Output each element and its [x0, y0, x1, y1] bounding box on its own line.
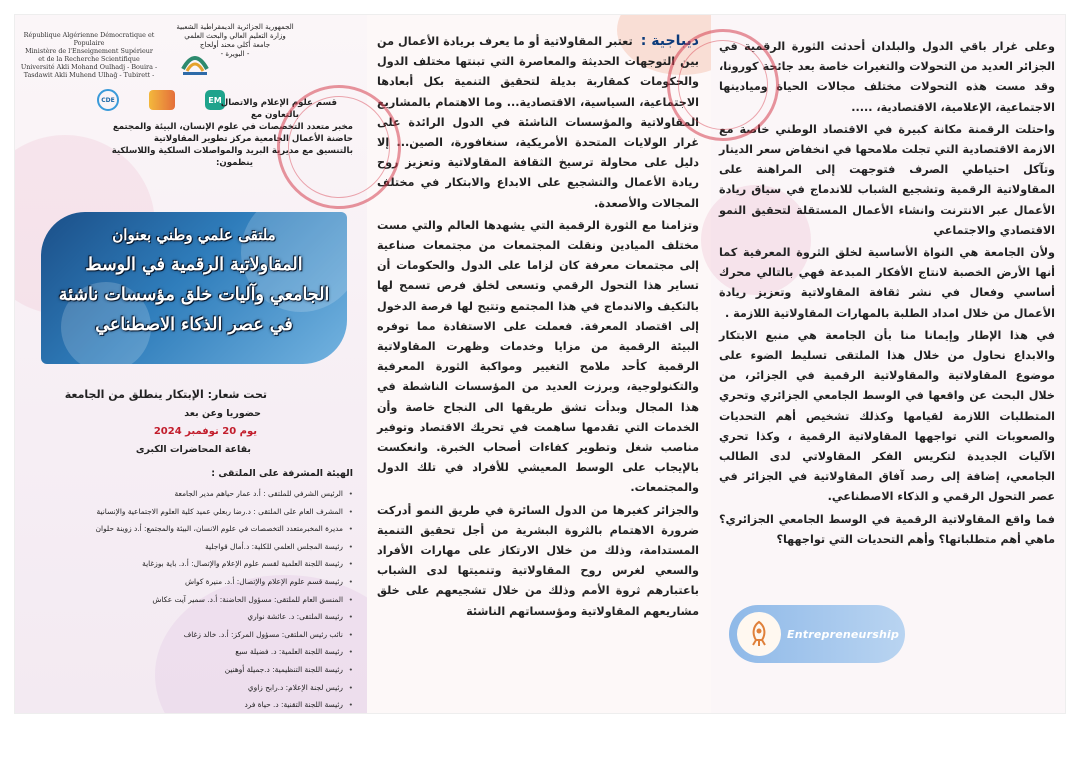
header-ar-line: - البويرة - — [220, 50, 250, 58]
header-french — [19, 31, 159, 79]
committee-member: • المنسق العام للملتقى: مسؤول الحاضنة: أ.د. سمير آيت عكاش — [33, 591, 353, 609]
committee-member: • رئيسة اللجنة العلمية: د. فضيلة سبع — [33, 643, 353, 661]
organizer-line: حاضنة الأعمال الجامعية مركز تطوير المقاولاتية — [153, 134, 353, 144]
header-fr-line: et de la Recherche Scientifique — [38, 55, 140, 63]
rocket-icon — [737, 612, 781, 656]
header-arabic — [159, 23, 311, 59]
organizer-line: مخبر متعدد التخصصات في علوم الإنسان، البيئة والمجتمع — [112, 122, 353, 132]
committee-member: • رئيسة اللجنة التنظيمية: د.جميلة أوهنين — [33, 661, 353, 679]
header-ar-line: وزارة التعليم العالي والبحث العلمي — [184, 32, 286, 40]
committee-member: • الرئيس الشرفي للملتقى : أ.د عمار حياهم مدير الجامعة — [33, 485, 353, 503]
committee-member: • مديرة المخبرمتعدد التخصصات في علوم الانسان، البيئة والمجتمع: أ.د زوينة حلوان — [33, 520, 353, 538]
header-fr-line: Université Akli Mohand Oulhadj - Bouira - — [20, 63, 158, 71]
brochure-sheet — [14, 14, 1066, 714]
cde-logo: CDE — [97, 89, 119, 111]
header-fr-line: Tasdawit Akli Muhend Ulhağ - Tubirett - — [23, 71, 155, 79]
event-mode: حضوريا وعن بعد — [184, 408, 261, 419]
committee-member: • رئيسة المجلس العلمي للكلية: د.أمال قواجلية — [33, 538, 353, 556]
organizer-line: بالتنسيق مع مديرية البريد والمواصلات السلكية واللاسلكية — [111, 146, 353, 156]
header-fr-line: Ministère de l'Enseignement Supérieur — [25, 47, 153, 55]
preamble-heading: ديباجية : — [640, 33, 699, 49]
entrepreneurship-badge — [729, 605, 905, 663]
event-venue: بقاعة المحاضرات الكبرى — [135, 444, 251, 455]
preamble-paragraph — [377, 31, 699, 214]
preamble-column — [367, 15, 711, 714]
preamble-text: تعتبر المقاولاتية أو ما يعرف بريادة الأعمال من بين التوجهات الحديثة والمعاصرة التي تبنتها مختلف الدول والحكومات كمقاربة بديلة لتحقيق التنمية بكل أبعادها الاجتماعية، السياسية، الاقتصادية... وما الاهتمام بالمشاريع المقاولاتية والمؤسسات الناشئة في الدول الرائدة على غرار الولايات المتحدة الأمريكية، سنغافورة، الصين... إلا دليل على محاولة ترسيخ الثقافة المقاولاتية وتعزيز روح ريادة الأعمال والتشجيع على الابداع والابتكار في مختلف المجالات والأصعدة. — [377, 35, 699, 210]
committee-member: • رئيسة اللجنة التقنية: د. حياة فرد — [33, 696, 353, 714]
committee-list — [33, 485, 353, 714]
event-date: يوم 20 نوفمبر 2024 — [153, 426, 257, 437]
context-paragraph: في هذا الإطار وإيمانا منا بأن الجامعة هي منبع الابتكار والابداع نحاول من خلال هذا الملتقى تسليط الضوء على موضوع المقاولاتية والمقاولاتية الرقمية في الجزائر، من خلال البحث عن واقعها في الوسط الجامعي الجزائري وتحري المتطلبات اللازمة لقيامها وكذلك تشخيص أهم التحديات والصعوبات التي تواجهها المقاولاتية الرقمية ، وكذا تحري الآليات الجديدة لتكريس الفكر المقاولاتي لدى الطالب الجامعي، إضافة إلى رصد آفاق المقاولاتية في الجزائر في عصر التحول الرقمي و الذكاء الاصطناعي. — [719, 328, 1055, 504]
committee-member: • نائب رئيس الملتقى: مسؤول المركز: أ.د. خالد زغاف — [33, 626, 353, 644]
committee-member: • رئيسة اللجنة العلمية لقسم علوم الإعلام والإتصال: أ.د. باية بوزغاية — [33, 555, 353, 573]
banner-title-line: الجامعي وآليات خلق مؤسسات ناشئة — [58, 285, 330, 305]
organizer-line: ينظمون: — [215, 158, 253, 168]
preamble-paragraph: والجزائر كغيرها من الدول السائرة في طريق النمو أدركت ضرورة الاهتمام بالثروة البشرية من أجل تحقيق التنمية المستدامة، وذلك من خلال الارتكاز على مهارات الأفراد والسعي لغرس روح المقاولاتية وتنميتها لدى الشباب باعتبارهم ثروة الأمم وذلك من خلال تشجيعهم على خلق مشاريعهم المقاولاتية ومؤسساتهم الناشئة — [377, 503, 699, 618]
committee-member: • رئيس لجنة الإعلام: د.رابح زاوي — [33, 679, 353, 697]
committee-member: • المشرف العام على الملتقى : د.رضا ربعلي عميد كلية العلوم الاجتماعية والإنسانية — [33, 503, 353, 521]
entrepreneurship-label: Entrepreneurship — [787, 627, 900, 641]
organizer-line: قسم علوم الإعلام والاتصال — [220, 98, 337, 108]
committee-member: • رئيسة الملتقى: د. عائشة نواري — [33, 608, 353, 626]
conference-banner — [41, 212, 347, 364]
em-logo-text: EM — [208, 95, 222, 105]
banner-title-line: في عصر الذكاء الاصطناعي — [95, 315, 293, 335]
header-ar-line: الجمهورية الجزائرية الديمقراطية الشعبية — [176, 23, 294, 31]
banner-title-line: ملتقى علمي وطني بعنوان — [112, 226, 276, 244]
committee-title: الهيئة المشرفة على الملتقى : — [211, 468, 353, 479]
committee-member: • رئيسة قسم علوم الإعلام والإتصال: أ.د. منيرة كواش — [33, 573, 353, 591]
banner-title — [51, 220, 337, 356]
header-ar-line: جامعة أكلي محند أولحاج — [199, 41, 271, 49]
context-paragraph: واحتلت الرقمنة مكانة كبيرة في الاقتصاد الوطني خاصة مع الازمة الاقتصادية التي تجلت ملامحها في انخفاض سعر الدينار وتآكل احتياطي الصرف فتوجهت إلى المراهنة على المقاولاتية الرقمية وتشجيع الشباب للاندماج في سياق ريادة الأعمال عبر الانترنت وانشاء الأعمال المستقلة لتحقيق النمو الاقتصادي والاجتماعي — [719, 122, 1055, 237]
context-paragraph: وعلى غرار باقي الدول والبلدان أحدثت الثورة الرقمية في الجزائر العديد من التحولات والتغيرات خاصة بعد جائحة كورونا، وقد مست هذه التحولات مختلف مجالات الحياة وميادينها الاجتماعية، الإعلامية، الاقتصادية، ..... — [719, 40, 1055, 114]
event-slogan: تحت شعار: الإبتكار ينطلق من الجامعة — [64, 388, 267, 401]
research-question: فما واقع المقاولاتية الرقمية في الوسط الجامعي الجزائري؟ ماهي أهم متطلباتها؟ وأهم التحديات التي تواجهها؟ — [719, 512, 1055, 546]
header-fr-line: République Algérienne Démocratique et Populaire — [23, 31, 155, 47]
preamble-paragraph: وتزامنا مع الثورة الرقمية التي يشهدها العالم والتي مست مختلف الميادين ونقلت المجتمعات من مجتمعات صناعية إلى مجتمعات معرفة كان لزاما على الدول والحكومات أن تساير هذا التحول الرقمي وتسعى لخلق فرص تسمح لها بالتكيف والاندماج في هذا المجتمع وتتيح لها فرصة الدخول إلى اقتصاد المعرفة. فعملت على الاستفادة مما توفره البيئة الرقمية من مزايا وخدمات وظهرت المقاولاتية الرقمية كأحد ملامح التغيير ومواكبة الثورة المعرفية والتكنولوجية، وبرزت العديد من المؤسسات الناشطة في هذا المجال وبدأت تشق طريقها الى النجاح خاصة وأن الخدمات التي تقدمها ساهمت في تحريك الاقتصاد وتوفير مناصب شغل وتطوير كفاءات أصحاب الخبرة. وانعكست بالإيجاب على الوسط المعيشي للأفراد في تلك الدول والمجتمعات. — [377, 218, 699, 495]
organizer-line: بالتعاون مع — [250, 110, 299, 120]
context-paragraph: ولأن الجامعة هي النواة الأساسية لخلق الثروة المعرفية كما أنها الأرض الخصبة لانتاج الأفكار المبدعة فهي بالتالي محرك أساسي وفعال في نشر ثقافة المقاولاتية وتعزيز ريادة الأعمال من خلال امداد الطلبة بالمهارات المقاولاتية اللازمة . — [719, 246, 1055, 320]
banner-title-line: المقاولاتية الرقمية في الوسط — [85, 255, 303, 275]
